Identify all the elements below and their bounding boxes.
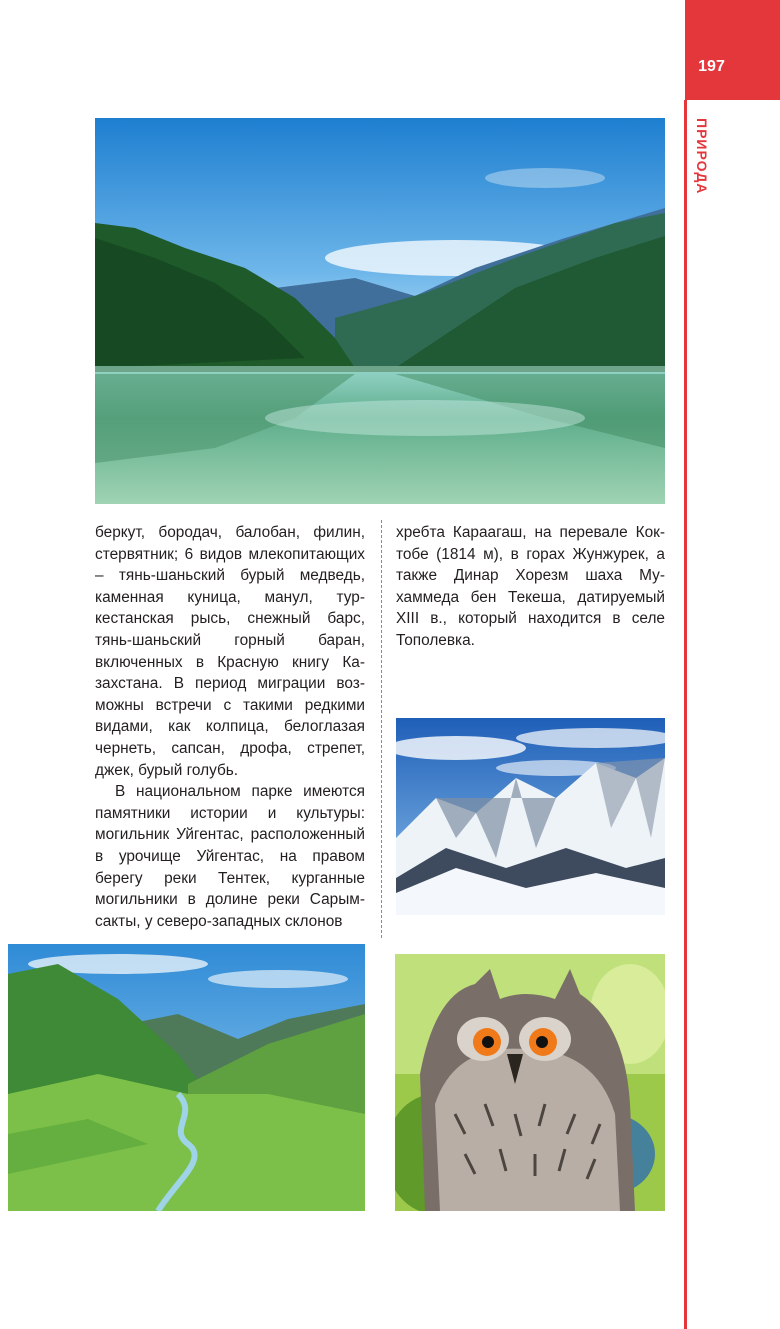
right-paragraph-1: хребта Караагаш, на перевале Коктобе (1814 м), в горах Жунжурек, а также Динар Хорезм шаха Мухаммеда бен Текеша, датируемый XIII в., который находится в селе Тополевка.: [396, 524, 665, 649]
green-valley-photo: [8, 944, 365, 1211]
side-rule: [684, 100, 687, 1329]
snowy-peaks-photo: [396, 718, 665, 915]
page-number-tab: [685, 0, 780, 100]
section-label: ПРИРОДА: [694, 118, 710, 195]
left-paragraph-1: беркут, бородач, балобан, филин, стервятник; 6 видов млекопитающих – тянь-шаньский бурый медведь, каменная куница, манул, туркестанская рысь, снежный барс, тянь-шаньский горный баран, включенных в Красную книгу Казахстана. В период миграции возможны встречи с такими редкими видами, как колпица, белоглазая чернеть, сапсан, дрофа, стрепет, джек, бурый голубь.: [95, 524, 365, 779]
right-column-text: [396, 522, 665, 652]
page-number: 197: [698, 58, 725, 75]
lake-photo: [95, 118, 665, 504]
left-paragraph-2: В национальном парке имеются памятники истории и культуры: могильник Уйгентас, расположенный в урочище Уйгентас, на правом берегу реки Тентек, курганные могильники в долине реки Сарымсакты, у северо-западных склонов: [95, 783, 365, 930]
owl-photo: [395, 954, 665, 1211]
column-divider: [381, 520, 383, 938]
left-column-text: [95, 522, 365, 932]
